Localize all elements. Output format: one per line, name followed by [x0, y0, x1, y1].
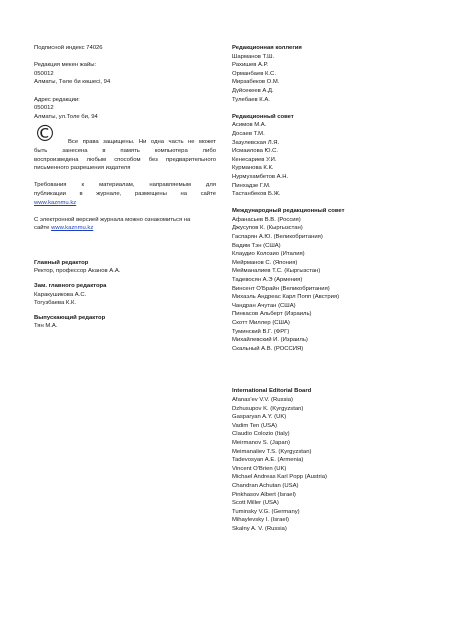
list-item: Тастанбеков Б.Ж. — [232, 191, 281, 198]
list-item: Досаев Т.М. — [232, 130, 265, 137]
electronic-prefix: сайте — [34, 225, 52, 232]
list-item: Мейрманов С. (Япония) — [232, 259, 298, 266]
editorial-board-heading: Редакционная коллегия — [232, 45, 302, 51]
list-item: Михайлевский И. (Израиль) — [232, 337, 308, 344]
editorial-address-kz-label: Редакция мекен жайы: — [34, 62, 97, 69]
list-item: Пинкасов Альберт (Израиль) — [232, 311, 312, 318]
list-item: Пинхадзе Г.М. — [232, 182, 271, 189]
left-column — [34, 44, 216, 331]
list-item: Мейманалиев Т.С. (Кыргызстан) — [232, 268, 321, 275]
requirements-line: Требования к материалам, направляемым для — [34, 182, 216, 189]
managing-editor-heading: Выпускающий редактор — [34, 314, 106, 321]
requirements-line: публикации в журнале, размещены на сайте — [34, 190, 216, 197]
list-item: Mihaylevsky I. (Israel) — [232, 517, 289, 524]
chief-editor-name: Ректор, профессор Аканов А.А. — [34, 268, 121, 275]
list-item: Chandran Achutan (USA) — [232, 482, 299, 489]
list-item: Meimanaliev T.S. (Kyrgyzstan) — [232, 448, 312, 455]
electronic-website-link[interactable]: www.kaznmu.kz — [51, 225, 94, 232]
international-council-list — [232, 216, 427, 354]
list-item: Afanas'ev V.V. (Russia) — [232, 396, 293, 403]
electronic-version-note — [34, 216, 216, 233]
editorial-council-list — [232, 121, 427, 198]
managing-editor-name: Тян М.А. — [34, 323, 58, 330]
list-item: Pinkhasov Albert (Israel) — [232, 491, 296, 498]
list-item: Клаудио Колозио (Италия) — [232, 251, 305, 258]
list-item: Орманбаев К.С. — [232, 70, 276, 77]
editorial-address-ru-label: Адрес редакции: — [34, 96, 80, 103]
international-council-heading: Международный редакционный совет — [232, 208, 345, 215]
international-board-heading: International Editorial Board — [232, 388, 312, 395]
list-item: Исмаилова Ю.С. — [232, 148, 279, 155]
copyright-icon: © — [34, 122, 56, 148]
list-item: Асимов М.А. — [232, 122, 267, 129]
list-item: Шарманов Т.Ш. — [232, 53, 275, 60]
list-item: Туминский В.Г. (ФРГ) — [232, 328, 290, 335]
list-item: Tuminsky V.G. (Germany) — [232, 508, 300, 515]
copyright-line: Все права защищены. Ни одна часть не может — [68, 139, 216, 146]
list-item: Мирзабеков О.М. — [232, 79, 280, 86]
list-item: Тулебаев К.А. — [232, 96, 270, 103]
deputy-editor-name: Каракушикова А.С. — [34, 291, 87, 298]
electronic-line: С электронной версией журнала можно ознакомиться на — [34, 216, 191, 223]
editorial-council-heading: Редакционный совет — [232, 113, 294, 120]
list-item: Claudio Colozio (Italy) — [232, 431, 290, 438]
list-item: Рахишев А.Р. — [232, 62, 269, 69]
copyright-line: быть занесена в память компьютера либо — [34, 147, 216, 154]
list-item: Чандран Ачутан (США) — [232, 302, 296, 309]
copyright-notice — [34, 122, 216, 172]
list-item: Michael Andreas Karl Popp (Austria) — [232, 474, 327, 481]
copyright-line: воспроизведена любым способом без предварительного — [34, 156, 216, 163]
list-item: Нурмухамбетов А.Н. — [232, 173, 289, 180]
list-item: Dzhusupov K. (Kyrgyzstan) — [232, 405, 304, 412]
list-item: Vadim Ten (USA) — [232, 422, 277, 429]
international-board-list — [232, 396, 427, 534]
deputy-editor-name: Тогузбаева К.К. — [34, 300, 77, 307]
list-item: Винсент О'Брайн (Великобритания) — [232, 285, 330, 292]
list-item: Михаэль Андреас Карл Попп (Австрия) — [232, 294, 340, 301]
list-item: Курманова К.К. — [232, 165, 274, 172]
copyright-line: письменного разрешения издателя — [34, 165, 131, 172]
subscription-index: Подписной индекс 74026 — [34, 45, 103, 51]
list-item: Вадим Тэн (США) — [232, 242, 281, 249]
list-item: Scott Miller (USA) — [232, 500, 279, 507]
list-item: Skalny A. V. (Russia) — [232, 525, 287, 532]
list-item: Тадевосян А.Э (Армения) — [232, 277, 303, 284]
list-item: Афанасьев В.В. (Россия) — [232, 216, 301, 223]
list-item: Кенесариев У.И. — [232, 156, 277, 163]
submission-requirements — [34, 181, 216, 207]
requirements-website-link[interactable]: www.kaznmu.kz — [34, 199, 77, 206]
list-item: Скальный А.В. (РОССИЯ) — [232, 345, 304, 352]
editorial-address-ru-postcode: 050012 — [34, 105, 54, 112]
list-item: Meirmanov S. (Japan) — [232, 439, 290, 446]
list-item: Гаспарян А.Ю. (Великобритания) — [232, 234, 323, 241]
editorial-address-ru-street: Алматы, ул.Толе би, 94 — [34, 113, 98, 120]
editorial-address-kz-postcode: 050012 — [34, 70, 54, 77]
editorial-board-list — [232, 53, 427, 105]
list-item: Дүйсекеев А.Д. — [232, 87, 274, 94]
list-item: Gasparyan A.Y. (UK) — [232, 414, 287, 421]
list-item: Tadevosyan A.E. (Armenia) — [232, 457, 304, 464]
list-item: Джусупов К. (Кыргызстан) — [232, 225, 303, 232]
editorial-address-kz-street: Алматы, Төле би көшесі, 94 — [34, 79, 111, 86]
list-item: Зазулевская Л.Я. — [232, 139, 280, 146]
chief-editor-heading: Главный редактор — [34, 259, 89, 266]
deputy-editor-heading: Зам. главного редактора — [34, 283, 107, 290]
list-item: Vincent O'Brien (UK) — [232, 465, 287, 472]
list-item: Скотт Миллер (США) — [232, 320, 290, 326]
right-column — [232, 44, 427, 533]
